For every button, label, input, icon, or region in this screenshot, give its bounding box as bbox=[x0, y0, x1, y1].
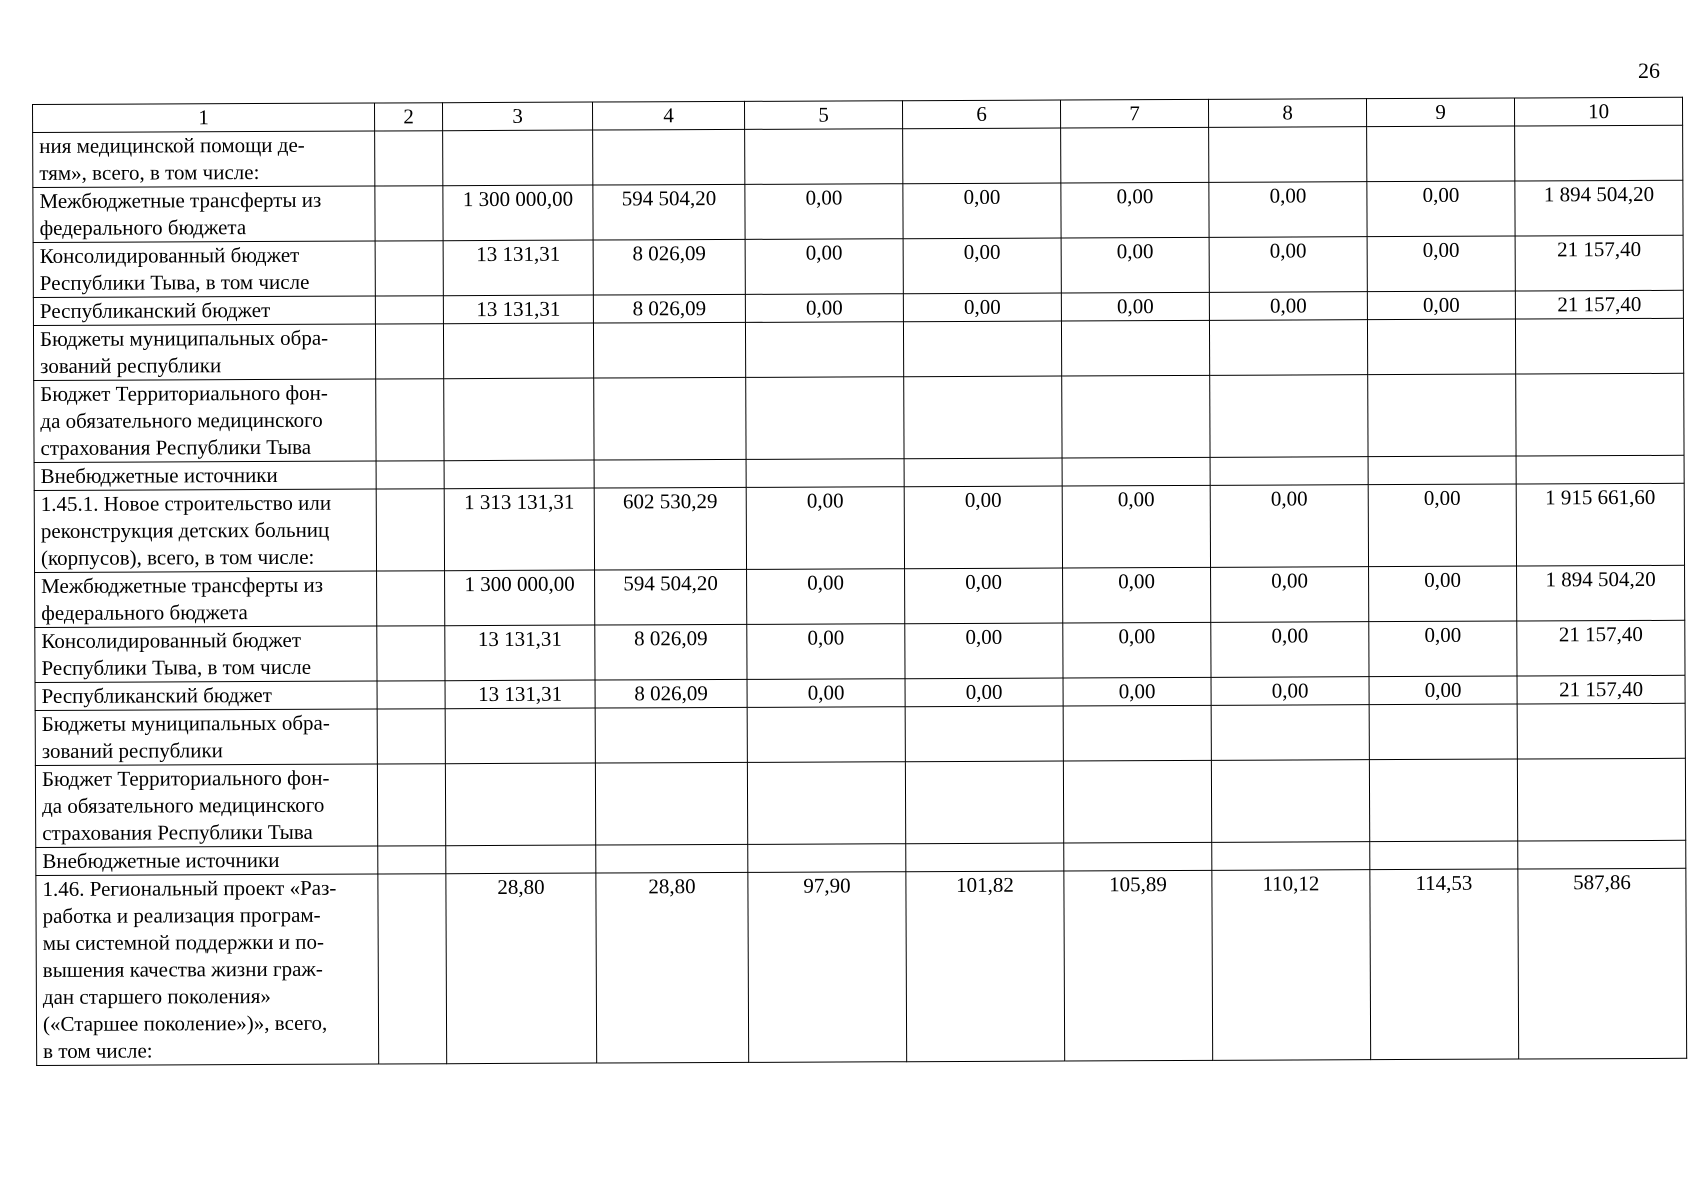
value-cell-col-3: 1 313 131,31 bbox=[444, 488, 594, 571]
value-cell-col-6 bbox=[903, 321, 1061, 377]
value-cell-col-9: 0,00 bbox=[1369, 566, 1517, 622]
value-cell-col-8 bbox=[1209, 127, 1367, 183]
row-label-cell: Консолидированный бюджет Республики Тыва, в том числе bbox=[35, 626, 377, 682]
value-cell-col-7: 105,89 bbox=[1064, 870, 1213, 1061]
value-cell-col-10: 587,86 bbox=[1518, 868, 1687, 1059]
value-cell-col-7: 0,00 bbox=[1063, 567, 1211, 623]
value-cell-col-2 bbox=[377, 681, 445, 709]
value-cell-col-3 bbox=[445, 708, 595, 764]
row-label-cell: Бюджеты муниципальных обра- зований республики bbox=[33, 324, 375, 380]
value-cell-col-3: 1 300 000,00 bbox=[443, 185, 593, 241]
value-cell-col-10 bbox=[1515, 318, 1683, 374]
value-cell-col-10 bbox=[1517, 758, 1685, 841]
row-label-cell: Бюджет Территориального фон- да обязательного медицинского страхования Республики Тыва bbox=[35, 764, 377, 847]
value-cell-col-2 bbox=[375, 296, 443, 324]
value-cell-col-10 bbox=[1516, 455, 1684, 484]
value-cell-col-8 bbox=[1210, 457, 1368, 486]
value-cell-col-4: 8 026,09 bbox=[595, 624, 747, 680]
value-cell-col-6: 0,00 bbox=[905, 678, 1063, 707]
value-cell-col-6 bbox=[906, 843, 1064, 872]
value-cell-col-8 bbox=[1210, 375, 1368, 458]
value-cell-col-8: 0,00 bbox=[1210, 485, 1368, 568]
value-cell-col-9 bbox=[1369, 704, 1517, 760]
value-cell-col-7 bbox=[1062, 375, 1210, 458]
value-cell-col-2 bbox=[377, 709, 445, 764]
value-cell-col-6: 0,00 bbox=[905, 568, 1063, 624]
value-cell-col-6 bbox=[905, 706, 1063, 762]
value-cell-col-9: 0,00 bbox=[1367, 181, 1515, 237]
value-cell-col-8: 0,00 bbox=[1209, 292, 1367, 321]
table-row bbox=[33, 180, 1683, 242]
row-label-cell: ния медицинской помощи де- тям», всего, в том числе: bbox=[33, 131, 375, 187]
value-cell-col-3: 13 131,31 bbox=[443, 240, 593, 296]
row-label-cell: Межбюджетные трансферты из федерального бюджета bbox=[35, 571, 377, 627]
value-cell-col-2 bbox=[377, 764, 445, 846]
table-row bbox=[35, 565, 1685, 627]
row-label-cell: Межбюджетные трансферты из федерального бюджета bbox=[33, 186, 375, 242]
value-cell-col-9: 0,00 bbox=[1367, 236, 1515, 292]
table-row bbox=[34, 483, 1684, 572]
value-cell-col-7 bbox=[1063, 705, 1211, 761]
value-cell-col-10 bbox=[1516, 373, 1684, 456]
table-row bbox=[33, 125, 1683, 187]
value-cell-col-2 bbox=[375, 131, 443, 186]
value-cell-col-5: 0,00 bbox=[747, 679, 905, 708]
row-label-cell: 1.46. Региональный проект «Раз- работка и реализация програм- мы системной поддержки и по- вышения качества жизни граж- дан старшего поколения» («Старшее поколение»)», всего, в том числе: bbox=[36, 874, 379, 1065]
table-row bbox=[35, 758, 1685, 847]
value-cell-col-10 bbox=[1518, 840, 1686, 869]
value-cell-col-5 bbox=[747, 707, 905, 763]
value-cell-col-7 bbox=[1061, 127, 1209, 183]
value-cell-col-2 bbox=[377, 571, 445, 626]
value-cell-col-5: 0,00 bbox=[745, 239, 903, 295]
value-cell-col-3 bbox=[443, 130, 593, 186]
value-cell-col-7 bbox=[1062, 457, 1210, 486]
value-cell-col-3 bbox=[444, 378, 594, 461]
row-label-cell: 1.45.1. Новое строительство или реконструкция детских больниц (корпусов), всего, в том числе: bbox=[34, 489, 376, 572]
value-cell-col-4: 594 504,20 bbox=[593, 184, 745, 240]
value-cell-col-2 bbox=[375, 186, 443, 241]
value-cell-col-3: 13 131,31 bbox=[443, 295, 593, 324]
table-row bbox=[33, 318, 1683, 380]
value-cell-col-2 bbox=[375, 241, 443, 296]
value-cell-col-5: 0,00 bbox=[747, 624, 905, 680]
column-header-3: 3 bbox=[442, 102, 592, 131]
value-cell-col-2 bbox=[376, 379, 444, 461]
value-cell-col-10: 21 157,40 bbox=[1515, 290, 1683, 319]
value-cell-col-5 bbox=[746, 459, 904, 488]
value-cell-col-3: 13 131,31 bbox=[445, 680, 595, 709]
value-cell-col-7: 0,00 bbox=[1061, 237, 1209, 293]
table-row bbox=[35, 620, 1685, 682]
row-label-cell: Консолидированный бюджет Республики Тыва, в том числе bbox=[33, 241, 375, 297]
value-cell-col-5 bbox=[747, 762, 905, 845]
value-cell-col-7: 0,00 bbox=[1061, 182, 1209, 238]
value-cell-col-9: 0,00 bbox=[1368, 484, 1516, 567]
column-header-1: 1 bbox=[33, 103, 375, 132]
value-cell-col-2 bbox=[376, 461, 444, 489]
value-cell-col-5: 97,90 bbox=[748, 872, 907, 1063]
value-cell-col-4 bbox=[593, 322, 745, 378]
value-cell-col-5 bbox=[745, 322, 903, 378]
value-cell-col-10: 1 894 504,20 bbox=[1517, 565, 1685, 621]
column-header-2: 2 bbox=[374, 103, 442, 131]
value-cell-col-9: 0,00 bbox=[1369, 676, 1517, 705]
value-cell-col-6: 0,00 bbox=[904, 486, 1062, 569]
value-cell-col-6 bbox=[903, 128, 1061, 184]
value-cell-col-4 bbox=[595, 707, 747, 763]
value-cell-col-9 bbox=[1368, 374, 1516, 457]
value-cell-col-10: 21 157,40 bbox=[1517, 620, 1685, 676]
value-cell-col-3 bbox=[444, 460, 594, 489]
value-cell-col-6 bbox=[904, 376, 1062, 459]
value-cell-col-5 bbox=[745, 129, 903, 185]
value-cell-col-4: 28,80 bbox=[596, 872, 749, 1063]
value-cell-col-3: 1 300 000,00 bbox=[445, 570, 595, 626]
value-cell-col-6 bbox=[904, 458, 1062, 487]
column-header-4: 4 bbox=[592, 101, 744, 130]
value-cell-col-5: 0,00 bbox=[746, 487, 904, 570]
value-cell-col-10 bbox=[1517, 703, 1685, 759]
value-cell-col-4 bbox=[595, 762, 747, 845]
value-cell-col-4: 594 504,20 bbox=[595, 569, 747, 625]
column-header-9: 9 bbox=[1366, 98, 1514, 127]
column-header-7: 7 bbox=[1060, 99, 1208, 128]
value-cell-col-9 bbox=[1367, 319, 1515, 375]
value-cell-col-7: 0,00 bbox=[1063, 677, 1211, 706]
value-cell-col-8: 0,00 bbox=[1209, 182, 1367, 238]
value-cell-col-4: 8 026,09 bbox=[595, 679, 747, 708]
value-cell-col-10: 21 157,40 bbox=[1517, 675, 1685, 704]
table-body bbox=[33, 97, 1687, 1065]
value-cell-col-10: 1 915 661,60 bbox=[1516, 483, 1684, 566]
value-cell-col-3 bbox=[443, 323, 593, 379]
value-cell-col-6: 0,00 bbox=[903, 183, 1061, 239]
value-cell-col-9: 0,00 bbox=[1369, 621, 1517, 677]
value-cell-col-9 bbox=[1368, 456, 1516, 485]
value-cell-col-3 bbox=[446, 845, 596, 874]
row-label-cell: Бюджет Территориального фон- да обязательного медицинского страхования Республики Тыва bbox=[34, 379, 376, 462]
value-cell-col-6: 0,00 bbox=[903, 238, 1061, 294]
row-label-cell: Внебюджетные источники bbox=[36, 846, 378, 875]
value-cell-col-7: 0,00 bbox=[1063, 622, 1211, 678]
budget-table bbox=[32, 97, 1687, 1066]
value-cell-col-4 bbox=[594, 377, 746, 460]
value-cell-col-10: 1 894 504,20 bbox=[1515, 180, 1683, 236]
value-cell-col-6: 0,00 bbox=[905, 623, 1063, 679]
table-row bbox=[35, 703, 1685, 765]
value-cell-col-6: 101,82 bbox=[906, 871, 1065, 1062]
value-cell-col-8: 0,00 bbox=[1211, 677, 1369, 706]
value-cell-col-5: 0,00 bbox=[745, 184, 903, 240]
value-cell-col-9 bbox=[1367, 126, 1515, 182]
value-cell-col-8 bbox=[1211, 760, 1369, 843]
value-cell-col-8: 110,12 bbox=[1212, 870, 1371, 1061]
table-row bbox=[36, 868, 1687, 1065]
row-label-cell: Бюджеты муниципальных обра- зований республики bbox=[35, 709, 377, 765]
value-cell-col-7: 0,00 bbox=[1062, 485, 1210, 568]
column-header-10: 10 bbox=[1514, 97, 1682, 126]
value-cell-col-4 bbox=[594, 459, 746, 488]
column-header-6: 6 bbox=[902, 100, 1060, 129]
value-cell-col-9: 114,53 bbox=[1370, 869, 1519, 1060]
value-cell-col-7: 0,00 bbox=[1061, 292, 1209, 321]
value-cell-col-6: 0,00 bbox=[903, 293, 1061, 322]
budget-table-wrapper bbox=[32, 97, 1686, 1066]
value-cell-col-7 bbox=[1061, 320, 1209, 376]
column-header-8: 8 bbox=[1208, 99, 1366, 128]
value-cell-col-2 bbox=[377, 626, 445, 681]
value-cell-col-2 bbox=[378, 846, 446, 874]
value-cell-col-10: 21 157,40 bbox=[1515, 235, 1683, 291]
value-cell-col-5 bbox=[748, 844, 906, 873]
value-cell-col-5: 0,00 bbox=[745, 294, 903, 323]
value-cell-col-8: 0,00 bbox=[1211, 622, 1369, 678]
value-cell-col-8: 0,00 bbox=[1211, 567, 1369, 623]
value-cell-col-3: 28,80 bbox=[446, 873, 597, 1064]
value-cell-col-4 bbox=[593, 129, 745, 185]
row-label-cell: Республиканский бюджет bbox=[33, 296, 375, 325]
value-cell-col-6 bbox=[905, 761, 1063, 844]
value-cell-col-4 bbox=[596, 844, 748, 873]
page-number: 26 bbox=[1638, 58, 1660, 83]
table-row bbox=[33, 235, 1683, 297]
value-cell-col-8 bbox=[1209, 320, 1367, 376]
value-cell-col-7 bbox=[1063, 760, 1211, 843]
value-cell-col-9 bbox=[1369, 759, 1517, 842]
value-cell-col-8: 0,00 bbox=[1209, 237, 1367, 293]
value-cell-col-7 bbox=[1064, 842, 1212, 871]
row-label-cell: Республиканский бюджет bbox=[35, 681, 377, 710]
value-cell-col-9: 0,00 bbox=[1367, 291, 1515, 320]
column-header-5: 5 bbox=[744, 101, 902, 130]
table-row bbox=[34, 373, 1684, 462]
value-cell-col-3 bbox=[445, 763, 595, 846]
value-cell-col-2 bbox=[375, 324, 443, 379]
value-cell-col-4: 602 530,29 bbox=[594, 487, 746, 570]
value-cell-col-8 bbox=[1212, 842, 1370, 871]
value-cell-col-5: 0,00 bbox=[747, 569, 905, 625]
value-cell-col-5 bbox=[746, 377, 904, 460]
value-cell-col-2 bbox=[376, 489, 444, 571]
value-cell-col-8 bbox=[1211, 705, 1369, 761]
row-label-cell: Внебюджетные источники bbox=[34, 461, 376, 490]
value-cell-col-9 bbox=[1370, 841, 1518, 870]
value-cell-col-3: 13 131,31 bbox=[445, 625, 595, 681]
value-cell-col-4: 8 026,09 bbox=[593, 239, 745, 295]
value-cell-col-10 bbox=[1515, 125, 1683, 181]
value-cell-col-2 bbox=[378, 874, 447, 1064]
value-cell-col-4: 8 026,09 bbox=[593, 294, 745, 323]
